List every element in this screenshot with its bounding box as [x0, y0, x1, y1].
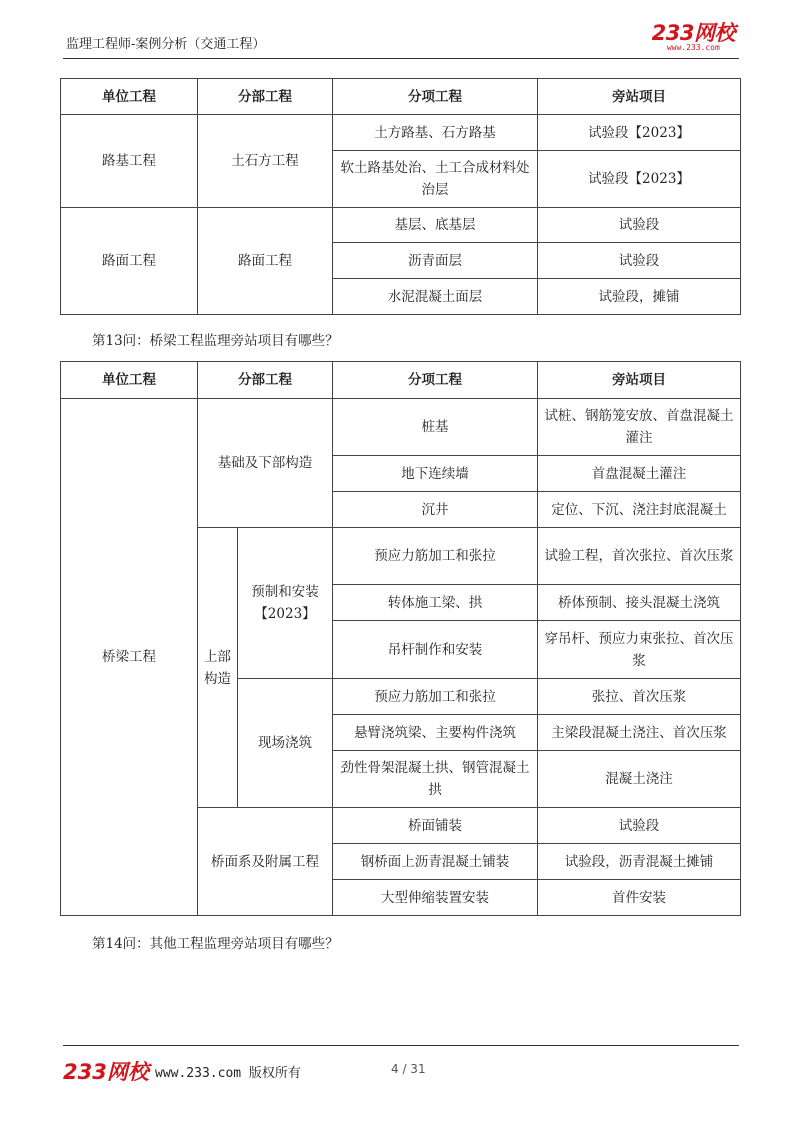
unit-cell: 路面工程 — [61, 208, 198, 315]
col-header: 旁站项目 — [538, 79, 741, 115]
division-cell: 土石方工程 — [198, 115, 333, 208]
subdivision-cell: 预制和安装【2023】 — [238, 528, 333, 679]
question-13: 第13问：桥梁工程监理旁站项目有哪些？ — [92, 333, 339, 349]
item-cell: 转体施工梁、拱 — [333, 585, 538, 621]
site-cell: 首件安装 — [538, 880, 741, 916]
table-header-row — [61, 79, 741, 115]
brand-logo — [652, 22, 735, 52]
footer-site: www.233.com 版权所有 — [155, 1066, 301, 1081]
item-cell: 桥面铺装 — [333, 808, 538, 844]
page-footer — [63, 1045, 739, 1084]
item-cell: 桩基 — [333, 399, 538, 456]
col-header: 单位工程 — [61, 362, 198, 399]
site-cell: 穿吊杆、预应力束张拉、首次压浆 — [538, 621, 741, 679]
question-14: 第14问：其他工程监理旁站项目有哪些？ — [92, 936, 339, 952]
site-cell: 定位、下沉、浇注封底混凝土 — [538, 492, 741, 528]
site-cell: 试验段，摊铺 — [538, 279, 741, 315]
item-cell: 土方路基、石方路基 — [333, 115, 538, 151]
item-cell: 沉井 — [333, 492, 538, 528]
col-header: 旁站项目 — [538, 362, 741, 399]
item-cell: 钢桥面上沥青混凝土铺装 — [333, 844, 538, 880]
table-row — [61, 399, 741, 456]
site-cell: 桥体预制、接头混凝土浇筑 — [538, 585, 741, 621]
header-title: 监理工程师-案例分析（交通工程） — [66, 36, 266, 51]
site-cell: 试验段 — [538, 208, 741, 243]
site-cell: 试验段 — [538, 808, 741, 844]
item-cell: 水泥混凝土面层 — [333, 279, 538, 315]
site-cell: 试验段，沥青混凝土摊铺 — [538, 844, 741, 880]
item-cell: 地下连续墙 — [333, 456, 538, 492]
bridge-table — [60, 361, 741, 916]
page-number: 4 / 31 — [391, 1062, 426, 1076]
site-cell: 主梁段混凝土浇注、首次压浆 — [538, 715, 741, 751]
division-cell: 上部构造 — [198, 528, 238, 808]
table-row — [61, 208, 741, 243]
site-cell: 首盘混凝土灌注 — [538, 456, 741, 492]
unit-cell: 路基工程 — [61, 115, 198, 208]
col-header: 单位工程 — [61, 79, 198, 115]
col-header: 分项工程 — [333, 362, 538, 399]
division-cell: 路面工程 — [198, 208, 333, 315]
division-cell: 桥面系及附属工程 — [198, 808, 333, 916]
site-cell: 试验段【2023】 — [538, 151, 741, 208]
item-cell: 基层、底基层 — [333, 208, 538, 243]
site-cell: 试桩、钢筋笼安放、首盘混凝土灌注 — [538, 399, 741, 456]
unit-cell: 桥梁工程 — [61, 399, 198, 916]
division-cell: 基础及下部构造 — [198, 399, 333, 528]
roadbed-pavement-table — [60, 78, 741, 315]
item-cell: 预应力筋加工和张拉 — [333, 679, 538, 715]
item-cell: 预应力筋加工和张拉 — [333, 528, 538, 585]
site-cell: 混凝土浇注 — [538, 751, 741, 808]
site-cell: 试验工程，首次张拉、首次压浆 — [538, 528, 741, 585]
site-cell: 张拉、首次压浆 — [538, 679, 741, 715]
col-header: 分项工程 — [333, 79, 538, 115]
site-cell: 试验段【2023】 — [538, 115, 741, 151]
item-cell: 软土路基处治、土工合成材料处治层 — [333, 151, 538, 208]
subdivision-cell: 现场浇筑 — [238, 679, 333, 808]
logo-text: 233网校 — [651, 21, 735, 45]
item-cell: 沥青面层 — [333, 243, 538, 279]
col-header: 分部工程 — [198, 79, 333, 115]
col-header: 分部工程 — [198, 362, 333, 399]
table-header-row — [61, 362, 741, 399]
page-header — [63, 22, 739, 59]
item-cell: 大型伸缩装置安装 — [333, 880, 538, 916]
logo-url: www.233.com — [666, 43, 720, 52]
table-row — [61, 115, 741, 151]
site-cell: 试验段 — [538, 243, 741, 279]
item-cell: 悬臂浇筑梁、主要构件浇筑 — [333, 715, 538, 751]
item-cell: 吊杆制作和安装 — [333, 621, 538, 679]
item-cell: 劲性骨架混凝土拱、钢管混凝土拱 — [333, 751, 538, 808]
footer-logo: 233网校 — [63, 1060, 149, 1084]
